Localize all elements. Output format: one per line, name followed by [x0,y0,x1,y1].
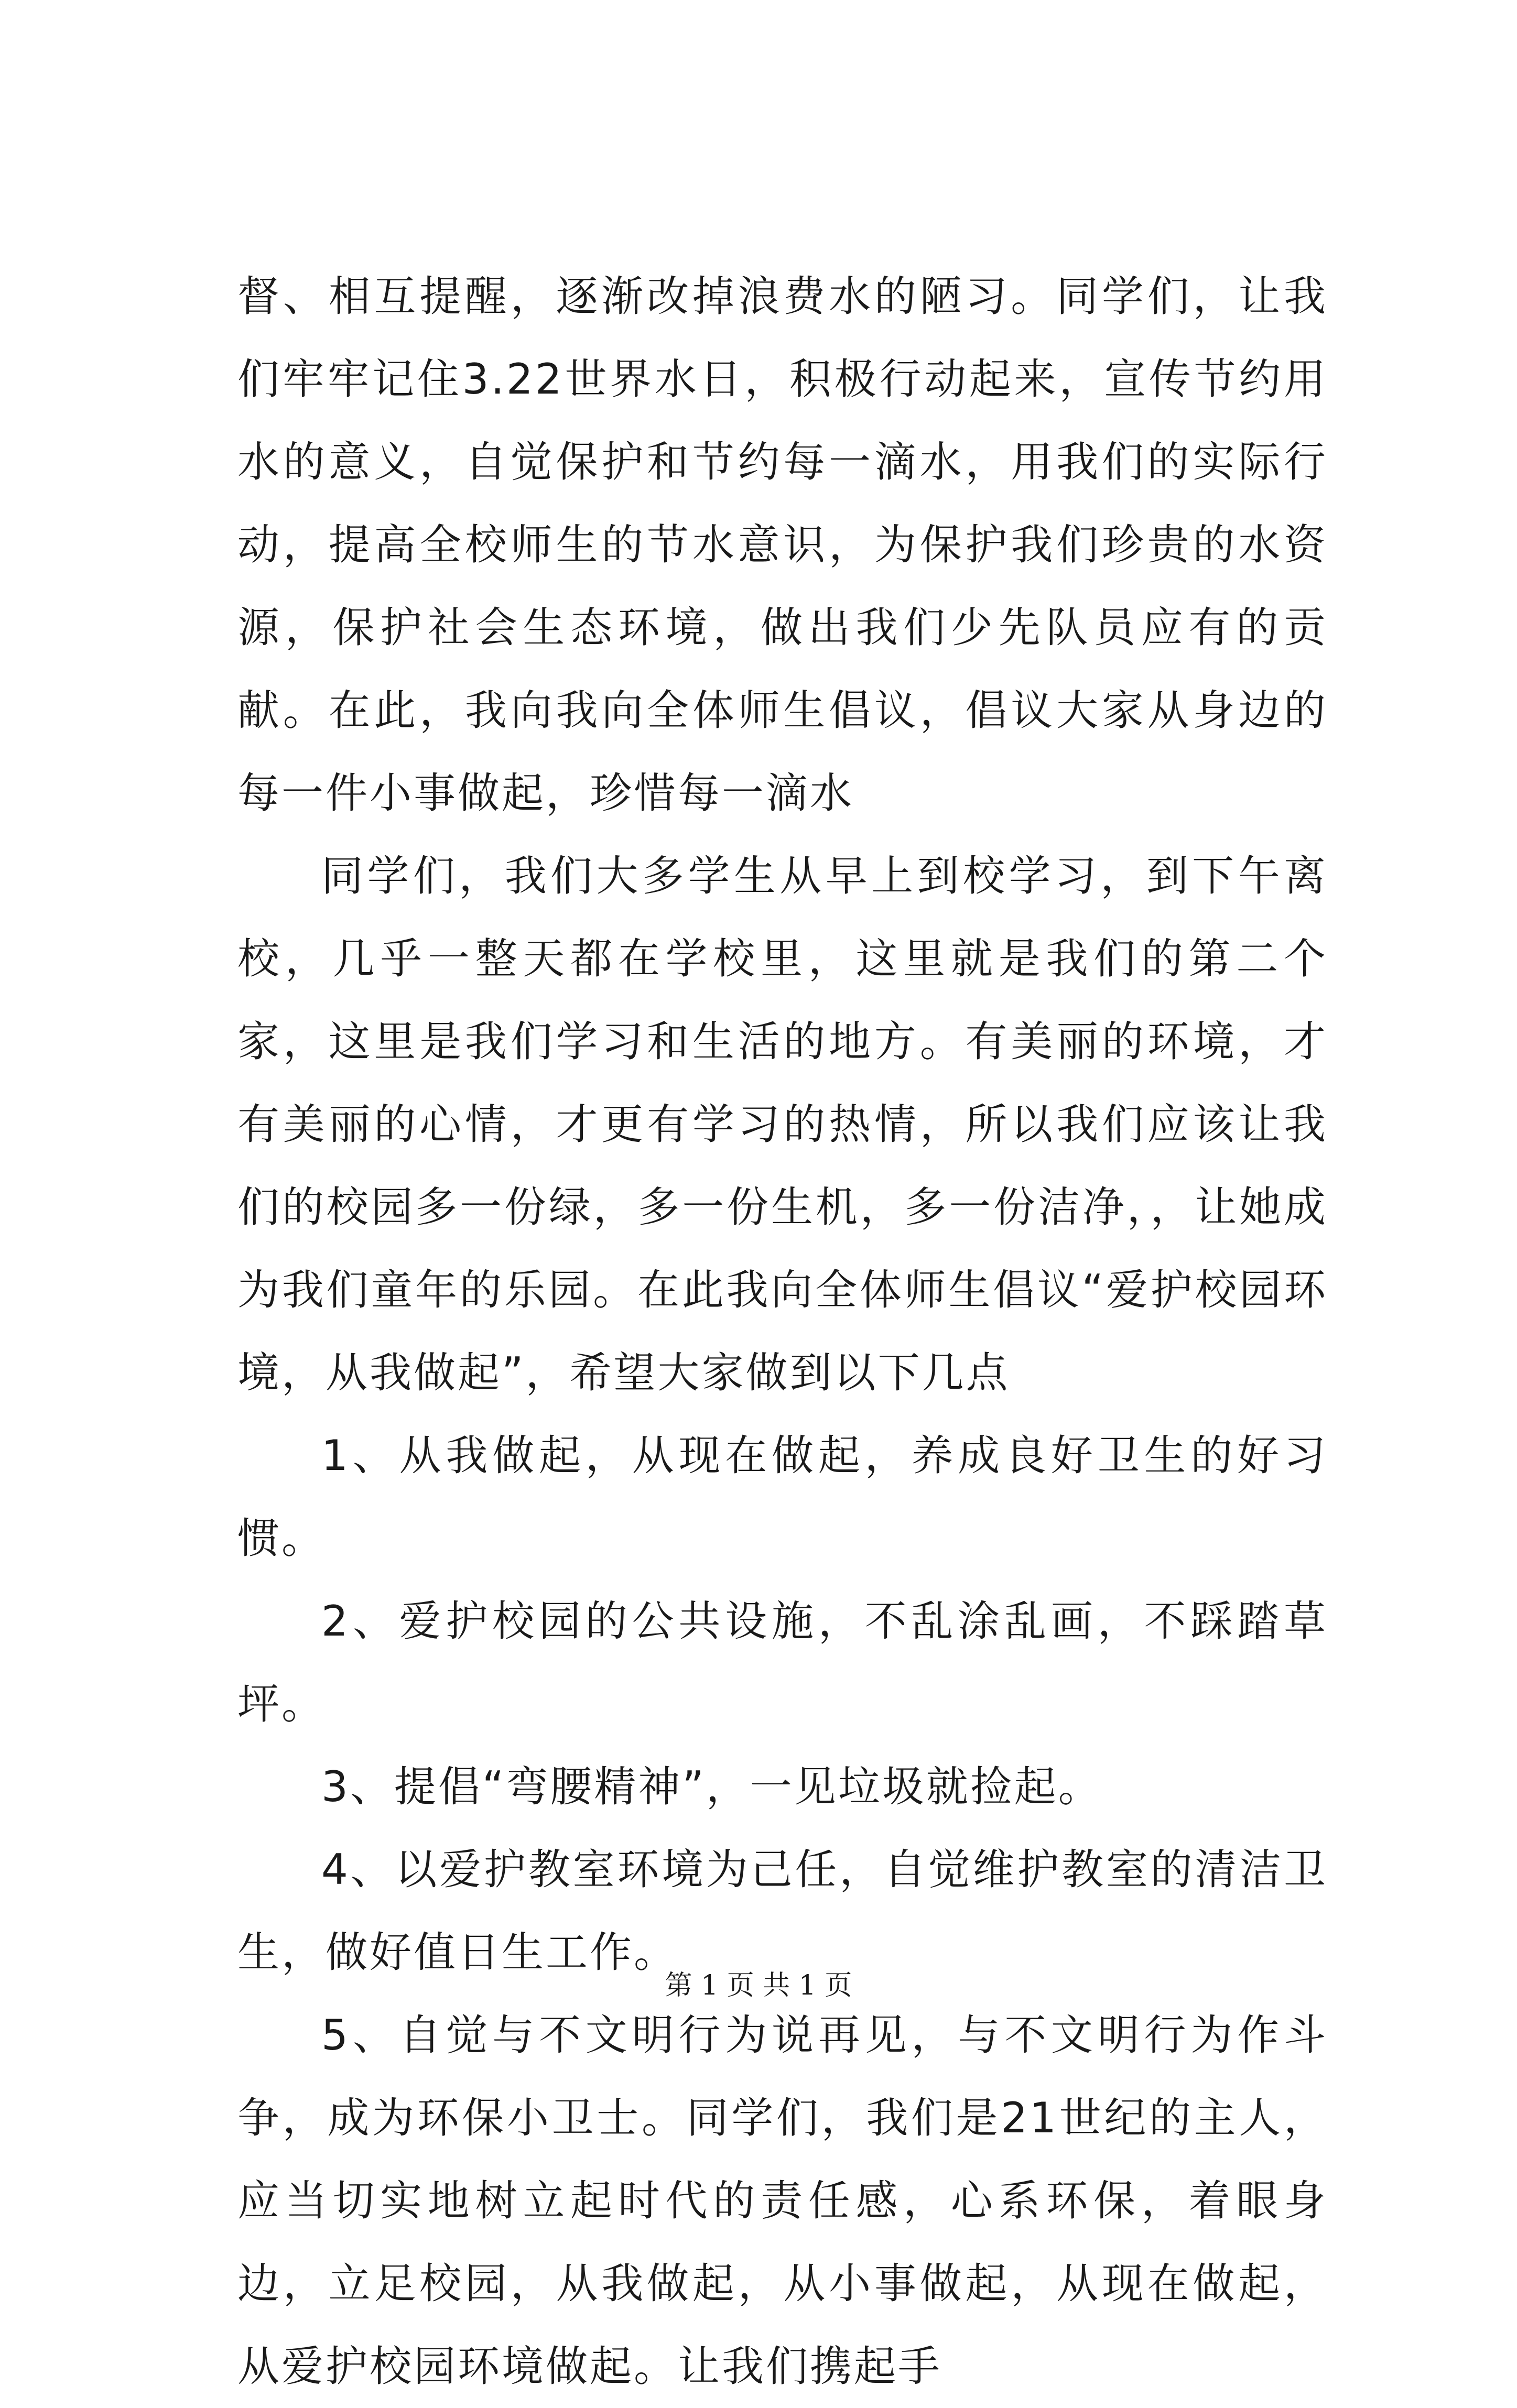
list-item-4: 4、以爱护教室环境为己任，自觉维护教室的清洁卫生，做好值日生工作。 [237,1845,1328,1977]
document-body [237,255,1328,2408]
list-item-3: 3、提倡“弯腰精神”，一见垃圾就捡起。 [321,1762,1102,1811]
list-item-5: 5、自觉与不文明行为说再见，与不文明行为作斗争，成为环保小卫士。同学们，我们是21世纪的主人，应当切实地树立起时代的责任感，心系环保，着眼身边，立足校园，从我做起，从小事做起，从现在做起，从爱护校园环境做起。让我们携起手 [237,2011,1328,2391]
list-item-1: 1、从我做起，从现在做起，养成良好卫生的好习惯。 [237,1431,1328,1563]
paragraph-campus-intro: 同学们，我们大多学生从早上到校学习，到下午离校，几乎一整天都在学校里，这里就是我们的第二个家，这里是我们学习和生活的地方。有美丽的环境，才有美丽的心情，才更有学习的热情，所以我们应该让我们的校园多一份绿，多一份生机，多一份洁净，，让她成为我们童年的乐园。在此我向全体师生倡议“爱护校园环境，从我做起”，希望大家做到以下几点 [237,852,1328,1397]
page-number-footer: 第 1 页 共 1 页 [665,1970,852,2001]
paragraph-continuation: 督、相互提醒，逐渐改掉浪费水的陋习。同学们，让我们牢牢记住3.22世界水日，积极行动起来，宣传节约用水的意义，自觉保护和节约每一滴水，用我们的实际行动，提高全校师生的节水意识，为保护我们珍贵的水资源，保护社会生态环境，做出我们少先队员应有的贡献。在此，我向我向全体师生倡议，倡议大家从身边的每一件小事做起，珍惜每一滴水 [237,272,1328,818]
list-item-2: 2、爱护校园的公共设施，不乱涂乱画，不踩踏草坪。 [237,1597,1328,1728]
